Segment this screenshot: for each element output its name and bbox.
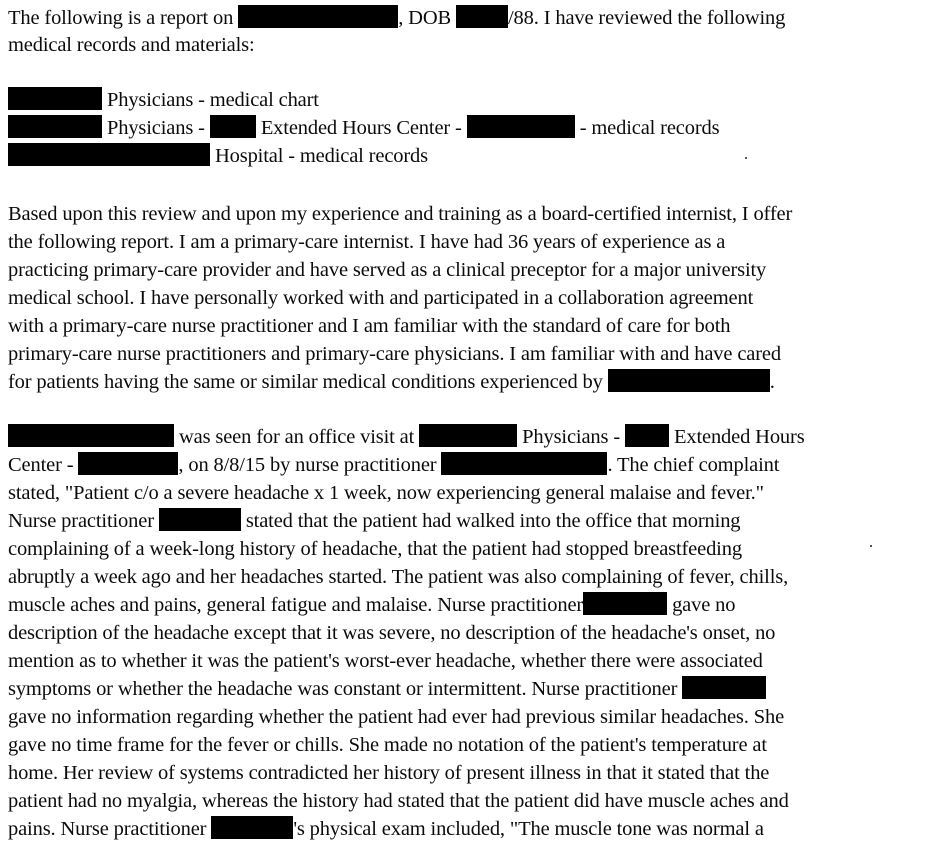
text-segment: , DOB <box>398 7 452 29</box>
para2-line-8: description of the headache except that it was severe, no description of the headache's onset, no <box>8 622 776 644</box>
redaction-practice-name <box>8 115 102 138</box>
para1-line-5: with a primary-care nurse practitioner and I am familiar with the standard of care for both <box>8 315 731 337</box>
redaction-nurse-name <box>441 452 607 475</box>
para2-line-1 <box>8 423 805 451</box>
scan-speck <box>870 545 872 547</box>
redaction-nurse-name <box>583 592 667 615</box>
text-segment: Extended Hours <box>673 426 805 448</box>
para2-line-11: gave no information regarding whether the patient had ever had previous similar headaches. She <box>8 706 785 728</box>
text-segment: Hospital - medical records <box>214 145 428 167</box>
redaction-practice-name <box>419 424 517 447</box>
para2-line-9: mention as to whether it was the patient's worst-ever headache, whether there were associated <box>8 650 763 672</box>
para2-line-12: gave no time frame for the fever or chills. She made no notation of the patient's temperature at <box>8 734 767 756</box>
text-segment: /88. I have reviewed the following <box>508 7 786 29</box>
text-segment: symptoms or whether the headache was constant or intermittent. Nurse practitioner <box>8 678 678 700</box>
para1-line-1: Based upon this review and upon my experience and training as a board-certified internist, I offer <box>8 203 793 225</box>
redaction-nurse-name <box>211 816 293 839</box>
para2-line-5: complaining of a week-long history of headache, that the patient had stopped breastfeeding <box>8 538 742 560</box>
redaction-location <box>625 424 669 447</box>
redaction-dob <box>456 5 508 28</box>
text-segment: for patients having the same or similar medical conditions experienced by <box>8 371 603 393</box>
redaction-nurse-name <box>682 676 766 699</box>
para2-line-2 <box>8 451 779 479</box>
para2-line-15 <box>8 815 764 843</box>
para2-line-7 <box>8 591 735 619</box>
text-segment: , on 8/8/15 by nurse practitioner <box>178 454 437 476</box>
text-segment: Extended Hours Center - <box>260 117 462 139</box>
text-segment: Physicians - <box>522 426 621 448</box>
para1-line-6: primary-care nurse practitioners and primary-care physicians. I am familiar with and have cared <box>8 343 781 365</box>
redaction-nurse-name <box>159 508 241 531</box>
scan-speck <box>745 157 747 159</box>
text-segment: . <box>769 371 775 393</box>
text-segment: Center - <box>8 454 74 476</box>
record-item-2 <box>8 114 719 142</box>
redaction-patient-name <box>238 5 398 28</box>
para2-line-3: stated, "Patient c/o a severe headache x 1 week, now experiencing general malaise and fever." <box>8 482 764 504</box>
redaction-location <box>210 115 256 138</box>
intro-line-2: medical records and materials: <box>8 34 255 56</box>
record-item-3 <box>8 142 428 170</box>
para2-line-13: home. Her review of systems contradicted her history of present illness in that it stated that the <box>8 762 770 784</box>
text-segment: - medical records <box>579 117 720 139</box>
para2-line-6: abruptly a week ago and her headaches started. The patient was also complaining of fever, chills, <box>8 566 789 588</box>
para2-line-4 <box>8 507 740 535</box>
text-segment: stated that the patient had walked into the office that morning <box>245 510 741 532</box>
text-segment: Nurse practitioner <box>8 510 154 532</box>
redaction-hospital-name <box>8 143 210 166</box>
redaction-patient-name <box>8 424 174 447</box>
para2-line-14: patient had no myalgia, whereas the history had stated that the patient did have muscle aches and <box>8 790 789 812</box>
text-segment: The following is a report on <box>8 7 234 29</box>
text-segment: Physicians - medical chart <box>106 89 319 111</box>
text-segment: was seen for an office visit at <box>178 426 415 448</box>
text-segment: . The chief complaint <box>607 454 780 476</box>
redaction-location <box>467 115 575 138</box>
text-segment: pains. Nurse practitioner <box>8 818 207 840</box>
text-segment: Physicians - <box>106 117 205 139</box>
redaction-practice-name <box>8 87 102 110</box>
text-segment: gave no <box>672 594 736 616</box>
intro-line-1 <box>8 4 785 32</box>
text-segment: muscle aches and pains, general fatigue and malaise. Nurse practitioner <box>8 594 584 616</box>
text-segment: 's physical exam included, "The muscle tone was normal a <box>293 818 764 840</box>
para1-line-2: the following report. I am a primary-care internist. I have had 36 years of experience as a <box>8 231 726 253</box>
para2-line-10 <box>8 675 766 703</box>
para1-line-4: medical school. I have personally worked with and participated in a collaboration agreement <box>8 287 754 309</box>
para1-line-3: practicing primary-care provider and have served as a clinical preceptor for a major university <box>8 259 767 281</box>
record-item-1 <box>8 86 319 114</box>
redaction-location <box>78 452 178 475</box>
para1-line-7 <box>8 368 775 396</box>
redaction-patient-name <box>608 369 770 392</box>
